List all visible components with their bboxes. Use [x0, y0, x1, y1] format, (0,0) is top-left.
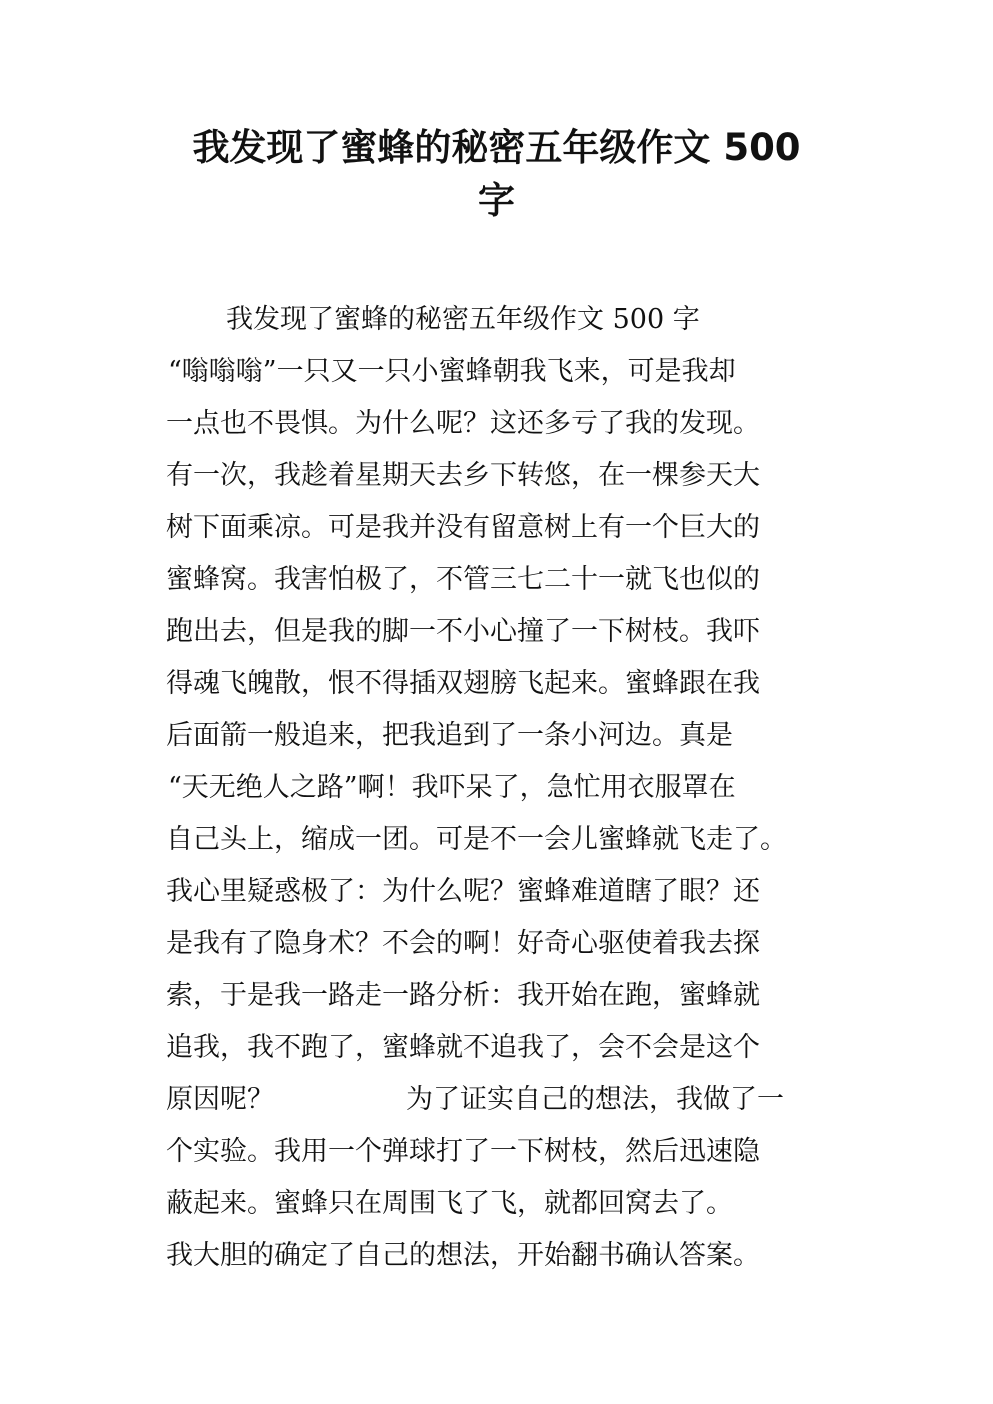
- body-line: 自己头上，缩成一团。可是不一会儿蜜蜂就飞走了。: [166, 824, 787, 855]
- body-line: 蜜蜂窝。我害怕极了，不管三七二十一就飞也似的: [166, 564, 760, 595]
- body-line: 是我有了隐身术？不会的啊！好奇心驱使着我去探: [166, 928, 760, 959]
- body-line: 个实验。我用一个弹球打了一下树枝，然后迅速隐: [166, 1136, 760, 1167]
- body-line: “嗡嗡嗡”一只又一只小蜜蜂朝我飞来，可是我却: [168, 356, 736, 387]
- body-line: 后面箭一般追来，把我追到了一条小河边。真是: [166, 720, 733, 751]
- body-line: 有一次，我趁着星期天去乡下转悠，在一棵参天大: [166, 460, 760, 491]
- body-line: 我发现了蜜蜂的秘密五年级作文 500 字: [226, 304, 700, 335]
- body-line: 我大胆的确定了自己的想法，开始翻书确认答案。: [166, 1240, 760, 1271]
- body-line-split-right: 为了证实自己的想法，我做了一: [406, 1084, 784, 1115]
- body-line: 蔽起来。蜜蜂只在周围飞了飞，就都回窝去了。: [166, 1188, 733, 1219]
- document-title-line-1: 我发现了蜜蜂的秘密五年级作文 500: [192, 126, 801, 169]
- body-line: 得魂飞魄散，恨不得插双翅膀飞起来。蜜蜂跟在我: [166, 668, 760, 699]
- body-line: 一点也不畏惧。为什么呢？这还多亏了我的发现。: [166, 408, 760, 439]
- document-title-line-2: 字: [478, 179, 515, 222]
- body-line: 我心里疑惑极了：为什么呢？蜜蜂难道瞎了眼？还: [166, 876, 760, 907]
- body-line: “天无绝人之路”啊！我吓呆了，急忙用衣服罩在: [168, 772, 736, 803]
- body-line: 跑出去，但是我的脚一不小心撞了一下树枝。我吓: [166, 616, 760, 647]
- body-line: 追我，我不跑了，蜜蜂就不追我了，会不会是这个: [166, 1032, 760, 1063]
- body-line-split-left: 原因呢？: [166, 1084, 274, 1115]
- body-line: 树下面乘凉。可是我并没有留意树上有一个巨大的: [166, 512, 760, 543]
- body-line: 索，于是我一路走一路分析：我开始在跑，蜜蜂就: [166, 980, 760, 1011]
